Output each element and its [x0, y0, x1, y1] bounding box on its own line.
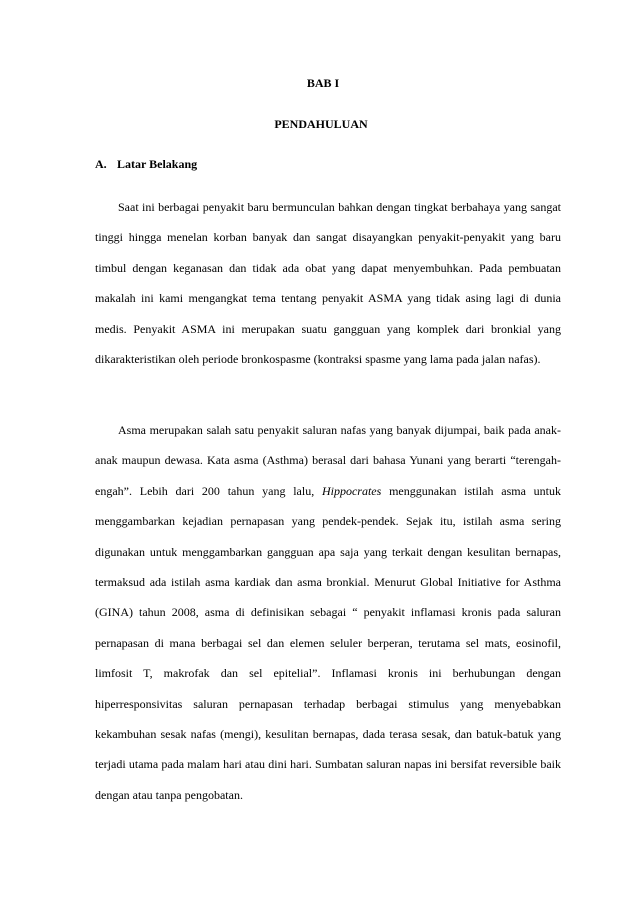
paragraph-2	[95, 415, 561, 810]
chapter-title: PENDAHULUAN	[274, 117, 368, 131]
paragraph-2-part-2: menggunakan istilah asma untuk menggambarkan kejadian pernapasan yang pendek-pendek. Sejak itu, istilah asma sering digunakan untuk menggambarkan gangguan apa saja yang terkait dengan kesulitan bernapas, termaksud ada istilah asma kardiak dan asma bronkial. Menurut Global Initiative for Asthma (GINA) tahun 2008, asma di definisikan sebagai “ penyakit inflamasi kronis pada saluran pernapasan di mana berbagai sel dan elemen seluler berperan, terutama sel mats, eosinofil, limfosit T, makrofak dan sel epitelial”. Inflamasi kronis ini berhubungan dengan hiperresponsivitas saluran pernapasan terhadap berbagai stimulus yang menyebabkan kekambuhan sesak nafas (mengi), kesulitan bernapas, dada terasa sesak, dan batuk-batuk yang terjadi utama pada malam hari atau dini hari. Sumbatan saluran napas ini bersifat reversible baik dengan atau tanpa pengobatan.	[95, 483, 561, 802]
section-number: A.	[95, 157, 107, 171]
paragraph-2-part-1: Asma merupakan salah satu penyakit saluran nafas yang banyak dijumpai, baik pada anak-anak maupun dewasa. Kata asma (Asthma) berasal dari bahasa Yunani yang berarti “terengah-engah”. Lebih dari 200 tahun yang lalu,	[95, 423, 561, 498]
paragraph-1: Saat ini berbagai penyakit baru bermunculan bahkan dengan tingkat berbahaya yang sangat tinggi hingga menelan korban banyak dan sangat disayangkan penyakit-penyakit yang baru timbul dengan keganasan dan tidak ada obat yang dapat menyembuhkan. Pada pembuatan makalah ini kami mengangkat tema tentang penyakit ASMA yang tidak asing lagi di dunia medis. Penyakit ASMA ini merupakan suatu gangguan yang komplek dari bronkial yang dikarakteristikan oleh periode bronkospasme (kontraksi spasme yang lama pada jalan nafas).	[95, 200, 561, 367]
chapter-heading: BAB I	[306, 76, 340, 90]
section-heading	[95, 157, 197, 171]
paragraph-2-emphasis: Hippocrates	[321, 483, 382, 498]
section-title: Latar Belakang	[117, 157, 198, 171]
